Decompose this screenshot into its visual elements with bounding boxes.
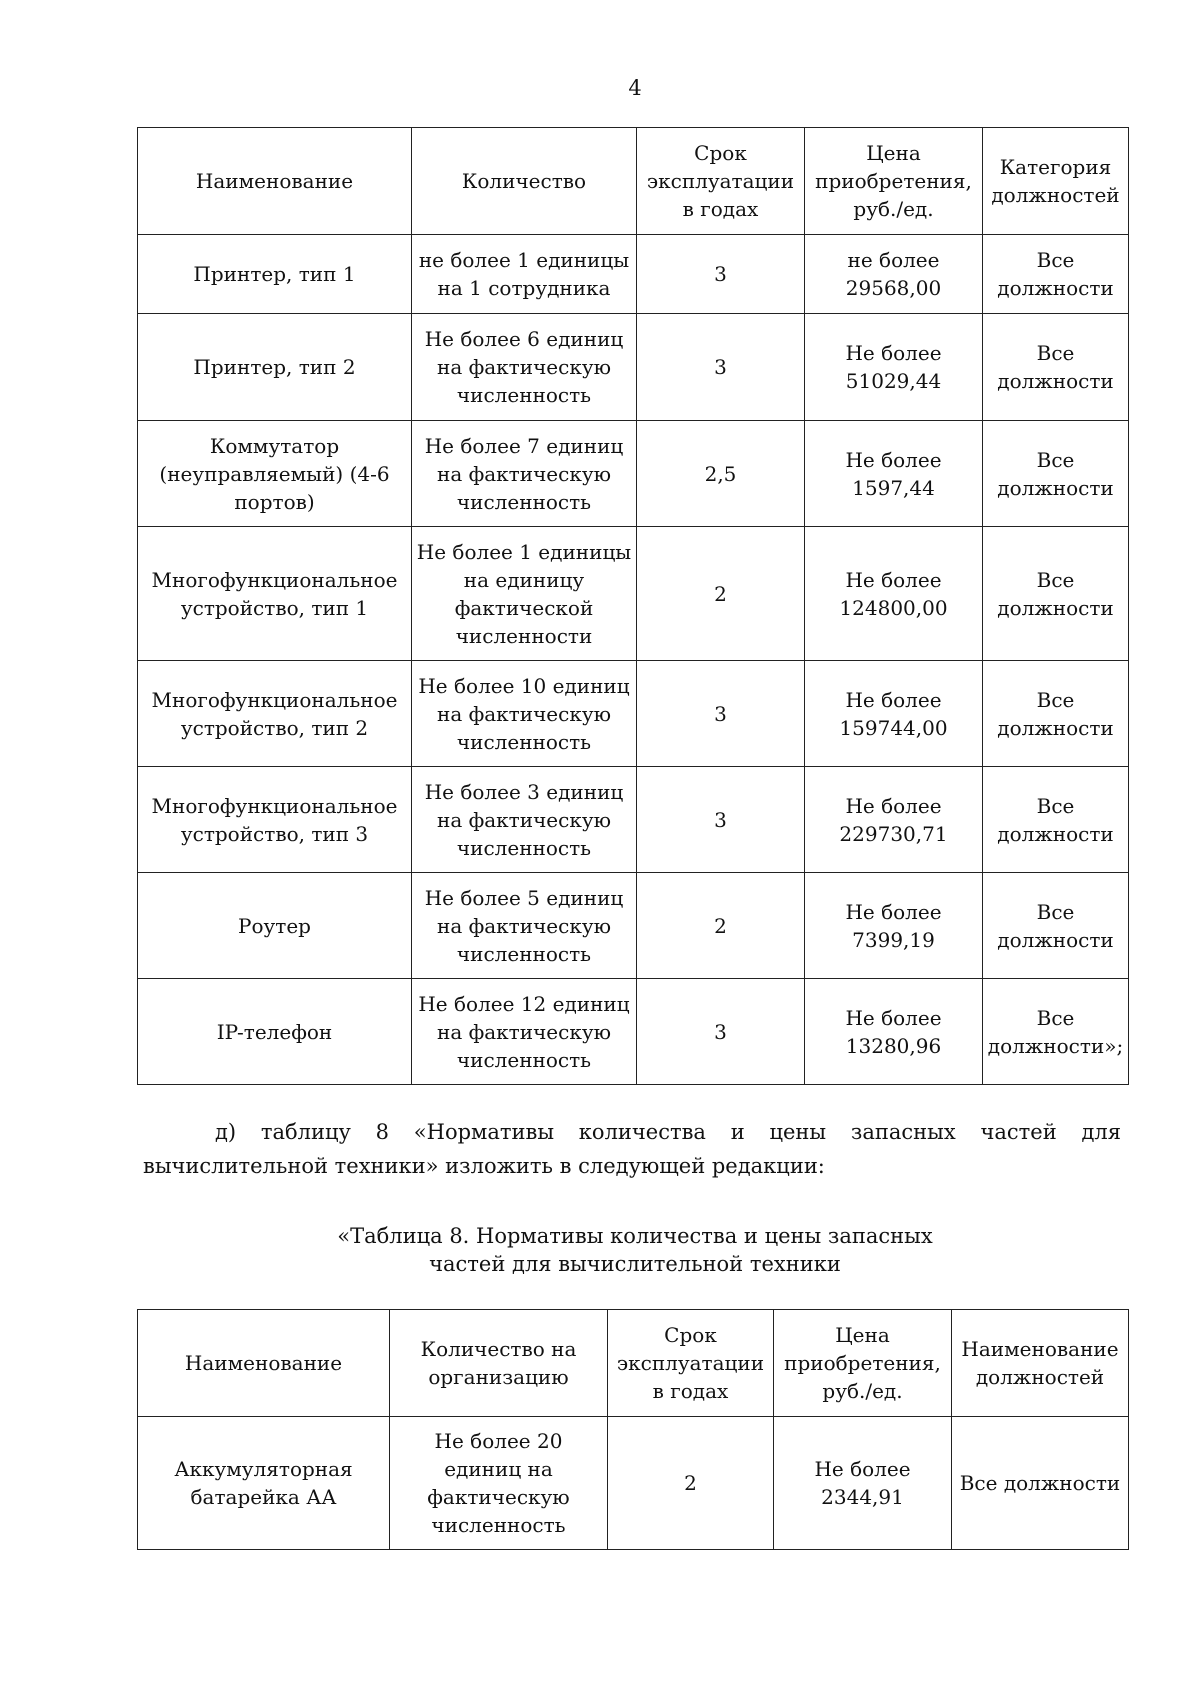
header-price: Цена приобретения, руб./ед. [805, 128, 983, 235]
caption-line-2: частей для вычислительной техники [429, 1252, 841, 1276]
header-name: Наименование [138, 1310, 390, 1417]
header-price: Цена приобретения, руб./ед. [774, 1310, 952, 1417]
cell-quantity: Не более 10 единиц на фактическую численность [412, 661, 637, 767]
table-eight-caption [0, 1222, 1200, 1278]
header-service-life: Срок эксплуатации в годах [637, 128, 805, 235]
table-header-row [138, 1310, 1129, 1417]
cell-name: Многофункциональное устройство, тип 2 [138, 661, 412, 767]
cell-name: Принтер, тип 1 [138, 235, 412, 314]
page-number: 4 [628, 76, 642, 100]
cell-price: Не более 2344,91 [774, 1417, 952, 1550]
cell-name: Принтер, тип 2 [138, 314, 412, 421]
cell-price: Не более 7399,19 [805, 873, 983, 979]
table-row [138, 421, 1129, 527]
cell-service-life: 3 [637, 979, 805, 1085]
header-quantity: Количество [412, 128, 637, 235]
cell-service-life: 2 [637, 527, 805, 661]
table-row [138, 873, 1129, 979]
cell-quantity: Не более 3 единиц на фактическую численность [412, 767, 637, 873]
table-row [138, 235, 1129, 314]
cell-quantity: Не более 1 единицы на единицу фактической численности [412, 527, 637, 661]
cell-name: Многофункциональное устройство, тип 3 [138, 767, 412, 873]
cell-category: Все должности [983, 661, 1129, 767]
cell-quantity: Не более 12 единиц на фактическую численность [412, 979, 637, 1085]
table-row [138, 527, 1129, 661]
equipment-norms-table [137, 127, 1129, 1085]
cell-price: Не более 13280,96 [805, 979, 983, 1085]
cell-quantity: Не более 20 единиц на фактическую численность [390, 1417, 608, 1550]
table-row [138, 661, 1129, 767]
cell-service-life: 3 [637, 235, 805, 314]
cell-category: Все должности [983, 235, 1129, 314]
cell-price: Не более 229730,71 [805, 767, 983, 873]
cell-price: Не более 124800,00 [805, 527, 983, 661]
table-row [138, 314, 1129, 421]
cell-name: Многофункциональное устройство, тип 1 [138, 527, 412, 661]
cell-positions: Все должности [952, 1417, 1129, 1550]
cell-name: Коммутатор (неуправляемый) (4-6 портов) [138, 421, 412, 527]
cell-service-life: 2 [637, 873, 805, 979]
cell-category: Все должности [983, 421, 1129, 527]
table-row [138, 767, 1129, 873]
header-service-life: Срок эксплуатации в годах [608, 1310, 774, 1417]
cell-price: Не более 159744,00 [805, 661, 983, 767]
cell-service-life: 2,5 [637, 421, 805, 527]
cell-service-life: 3 [637, 767, 805, 873]
table-row [138, 1417, 1129, 1550]
cell-service-life: 3 [637, 314, 805, 421]
cell-name: IP-телефон [138, 979, 412, 1085]
cell-quantity: Не более 6 единиц на фактическую численность [412, 314, 637, 421]
caption-line-1: «Таблица 8. Нормативы количества и цены запасных [337, 1224, 933, 1248]
cell-price: не более 29568,00 [805, 235, 983, 314]
cell-name: Аккумуляторная батарейка АА [138, 1417, 390, 1550]
cell-category: Все должности [983, 767, 1129, 873]
cell-service-life: 3 [637, 661, 805, 767]
cell-category: Все должности [983, 527, 1129, 661]
cell-quantity: Не более 5 единиц на фактическую численность [412, 873, 637, 979]
cell-price: Не более 1597,44 [805, 421, 983, 527]
spare-parts-norms-table [137, 1309, 1129, 1550]
cell-quantity: Не более 7 единиц на фактическую численность [412, 421, 637, 527]
cell-quantity: не более 1 единицы на 1 сотрудника [412, 235, 637, 314]
header-position-category: Категория должностей [983, 128, 1129, 235]
header-quantity: Количество на организацию [390, 1310, 608, 1417]
table-header-row [138, 128, 1129, 235]
cell-name: Роутер [138, 873, 412, 979]
cell-category: Все должности [983, 314, 1129, 421]
header-name: Наименование [138, 128, 412, 235]
cell-price: Не более 51029,44 [805, 314, 983, 421]
amendment-paragraph: д) таблицу 8 «Нормативы количества и цены запасных частей для вычислительной техники» изложить в следующей редакции: [143, 1120, 1121, 1178]
cell-category: Все должности»; [983, 979, 1129, 1085]
table-row [138, 979, 1129, 1085]
cell-service-life: 2 [608, 1417, 774, 1550]
cell-category: Все должности [983, 873, 1129, 979]
header-positions: Наименование должностей [952, 1310, 1129, 1417]
